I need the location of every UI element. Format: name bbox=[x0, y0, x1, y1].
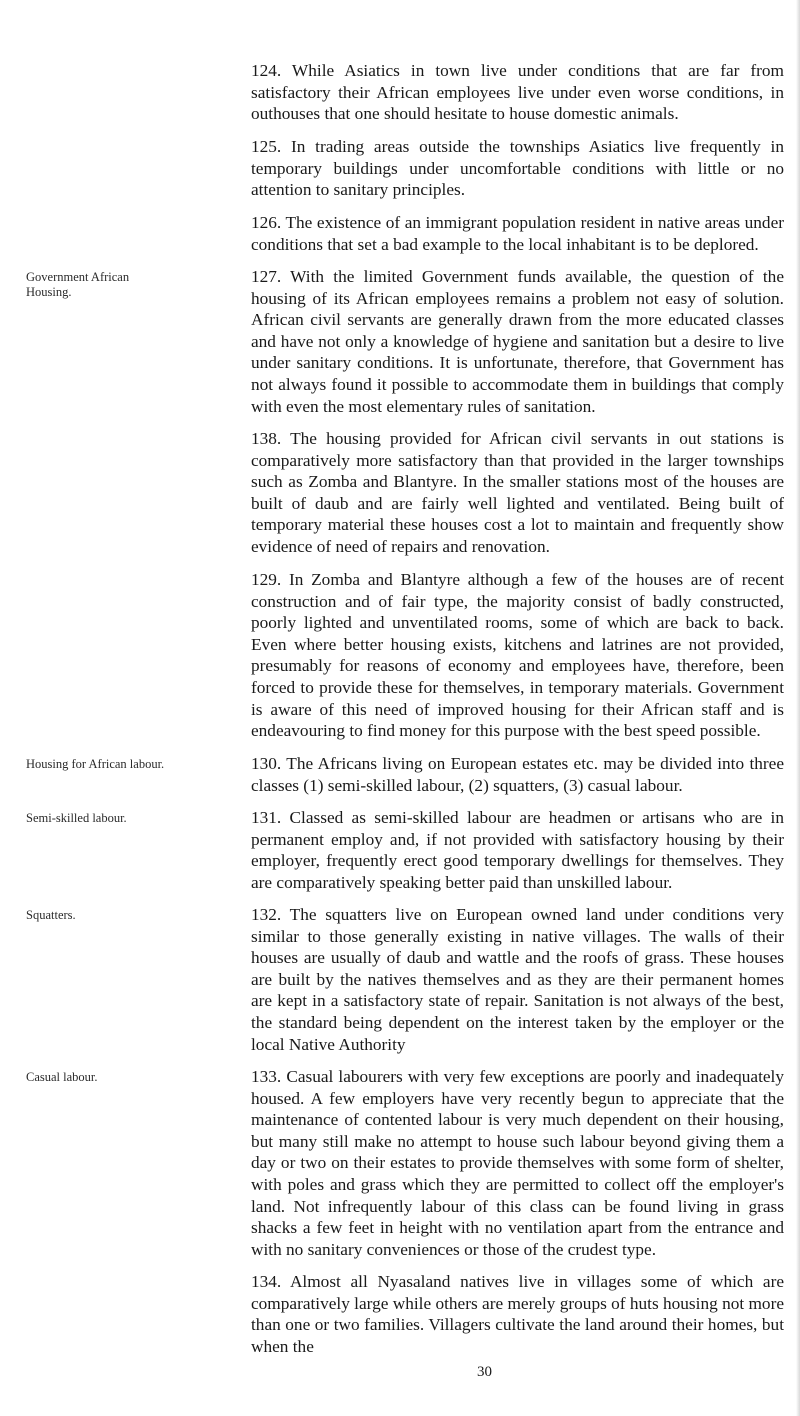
sidenote-casual-labour: Casual labour. bbox=[26, 1070, 98, 1084]
paragraph-131: 131. Classed as semi-skilled labour are headmen or artisans who are in permanent employ and, if not provided with satisfactory housing by their employer, frequently erect good temporary dwellings for themselves. They are comparatively speaking better paid than unskilled labour. bbox=[251, 808, 784, 892]
paragraph-127: 127. With the limited Government funds available, the question of the housing of its African employees remains a problem not easy of solution. African civil servants are generally drawn from the more educated classes and have not only a knowledge of hygiene and sanitation but a desire to live under sanitary conditions. It is unfortunate, therefore, that Government has not always found it possible to accommodate them in buildings that comply with even the most elementary rules of sanitation. bbox=[251, 267, 784, 416]
sidenote-housing-for-african-labour: Housing for African labour. bbox=[26, 757, 165, 771]
sidenote-government-african-housing: Government African Housing. bbox=[26, 270, 130, 299]
paragraph-133: 133. Casual labourers with very few exceptions are poorly and inadequately housed. A few employers have very recently begun to appreciate that the maintenance of contented labour is very much dependent on their housing, but many still make no attempt to house such labour beyond giving them a day or two on their estates to provide themselves with some form of shelter, with poles and grass which they are permitted to collect off the employer's land. Not infrequently labour of this class can be found living in grass shacks a few feet in height with no ventilation apart from the entrance and with no sanitary conveniences or those of the crudest type. bbox=[251, 1067, 784, 1259]
paragraph-125: 125. In trading areas outside the townships Asiatics live frequently in temporary buildings under uncomfortable conditions with little or no attention to sanitary principles. bbox=[251, 137, 784, 200]
paragraph-130: 130. The Africans living on European estates etc. may be divided into three classes (1) semi-skilled labour, (2) squatters, (3) casual labour. bbox=[251, 754, 784, 795]
page-number: 30 bbox=[477, 1364, 492, 1380]
paragraph-129: 129. In Zomba and Blantyre although a few of the houses are of recent construction and of fair type, the majority consist of badly constructed, poorly lighted and unventilated rooms, some of which are back to back. Even where better housing exists, kitchens and latrines are not provided, presumably for reasons of economy and employees have, therefore, been forced to provide these for themselves, in temporary materials. Government is aware of this need of improved housing for their African staff and is endeavouring to find money for this purpose with the best speed possible. bbox=[251, 570, 784, 741]
paragraph-134: 134. Almost all Nyasaland natives live in villages some of which are comparatively large while others are merely groups of huts housing not more than one or two families. Villagers cultivate the land around their homes, but when the bbox=[251, 1272, 784, 1356]
paragraph-132: 132. The squatters live on European owned land under conditions very similar to those generally existing in native villages. The walls of their houses are usually of daub and wattle and the roofs of grass. These houses are built by the natives themselves and as they are their permanent homes are kept in a satisfactory state of repair. Sanitation is not always of the best, the standard being dependent on the interest taken by the employer or the local Native Authority bbox=[251, 905, 784, 1054]
sidenote-semi-skilled-labour: Semi-skilled labour. bbox=[26, 811, 127, 825]
sidenote-squatters: Squatters. bbox=[26, 908, 76, 922]
paragraph-126: 126. The existence of an immigrant population resident in native areas under conditions that set a bad example to the local inhabitant is to be deplored. bbox=[251, 213, 784, 254]
paragraph-124: 124. While Asiatics in town live under conditions that are far from satisfactory their African employees live under even worse conditions, in outhouses that one should hesitate to house domestic animals. bbox=[251, 61, 784, 124]
scan-edge-shadow bbox=[796, 0, 800, 1416]
paragraph-128: 138. The housing provided for African civil servants in out stations is comparatively more satisfactory than that provided in the larger townships such as Zomba and Blantyre. In the smaller stations most of the houses are built of daub and are fairly well lighted and ventilated. Being built of temporary material these houses cost a lot to maintain and frequently show evidence of need of repairs and renovation. bbox=[251, 429, 784, 556]
